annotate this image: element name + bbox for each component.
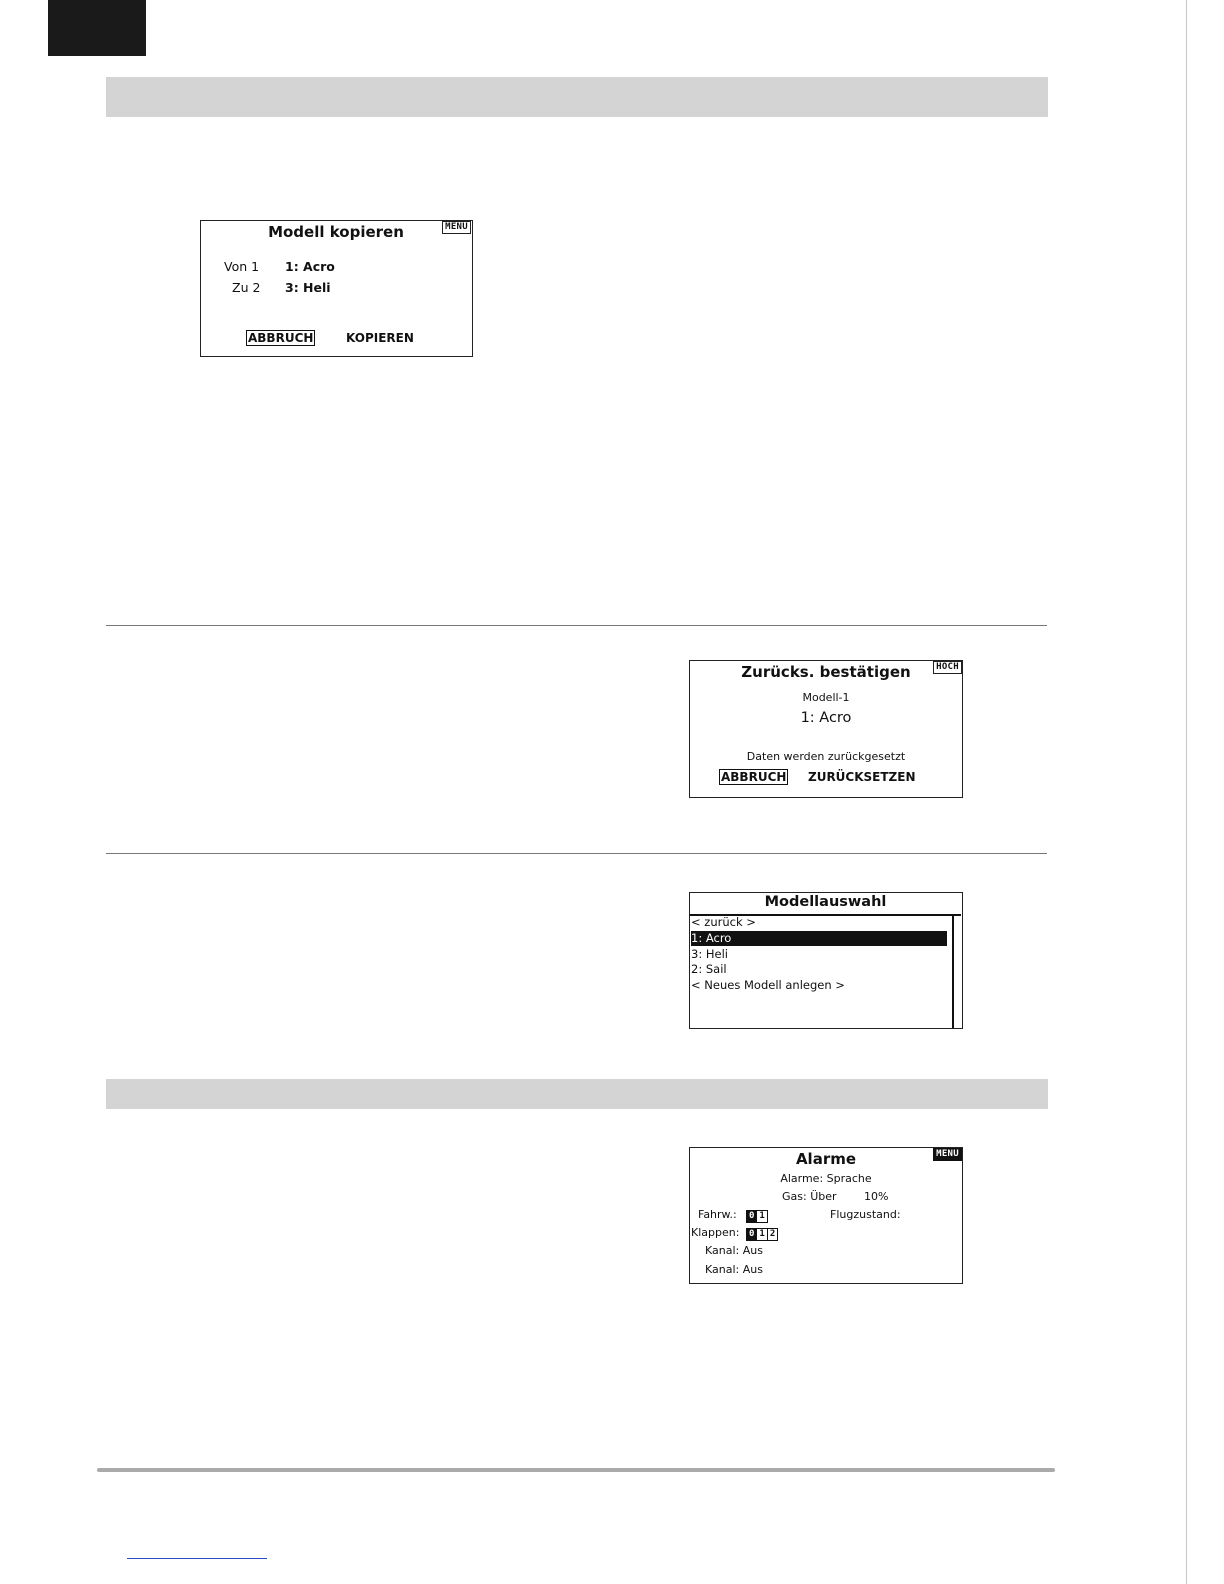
screen-title: Zurücks. bestätigen (741, 663, 911, 681)
alarms-screen (689, 1147, 963, 1284)
screen-title: Modell kopieren (268, 223, 404, 241)
model-name: 1: Acro (800, 710, 852, 726)
copy-button[interactable]: KOPIEREN (346, 331, 414, 345)
reset-confirm-screen (689, 660, 963, 798)
flaps-switch-positions[interactable] (746, 1228, 778, 1241)
gear-switch-positions[interactable] (746, 1210, 768, 1223)
list-item-selected[interactable]: 1: Acro (691, 931, 947, 946)
back-badge[interactable]: HOCH (933, 661, 962, 674)
menu-badge[interactable]: MENU (442, 221, 471, 234)
to-label: Zu 2 (232, 280, 261, 295)
page-edge-line (1186, 0, 1187, 1584)
switch-pos[interactable]: 2 (769, 1229, 776, 1239)
switch-pos[interactable]: 1 (759, 1211, 765, 1221)
footer-link-underline[interactable] (127, 1558, 267, 1559)
to-value[interactable]: 3: Heli (285, 280, 331, 295)
screen-title: Alarme (795, 1150, 857, 1168)
menu-badge[interactable]: MENU (933, 1148, 962, 1161)
flight-mode-label[interactable]: Flugzustand: (830, 1208, 901, 1221)
divider-1 (106, 625, 1047, 626)
section-tab-marker (48, 0, 146, 56)
switch-pos[interactable]: 0 (747, 1229, 757, 1240)
footer-rule (97, 1468, 1055, 1472)
section-header-band-alarms (106, 1079, 1048, 1109)
from-value[interactable]: 1: Acro (285, 259, 335, 274)
reset-message: Daten werden zurückgesetzt (746, 750, 906, 763)
divider-2 (106, 853, 1047, 854)
list-item[interactable]: < Neues Modell anlegen > (691, 978, 845, 992)
from-label: Von 1 (224, 259, 260, 274)
switch-pos[interactable]: 1 (757, 1229, 767, 1240)
channel-alarm-2[interactable]: Kanal: Aus (705, 1263, 763, 1276)
gas-value[interactable]: 10% (864, 1190, 889, 1203)
alarm-mode[interactable]: Alarme: Sprache (780, 1172, 872, 1185)
gas-label: Gas: Über (782, 1190, 837, 1203)
gear-label: Fahrw.: (698, 1208, 737, 1221)
switch-pos[interactable]: 0 (747, 1211, 757, 1222)
cancel-button[interactable]: ABBRUCH (248, 331, 314, 345)
flaps-label: Klappen: (691, 1226, 740, 1239)
cancel-button[interactable]: ABBRUCH (721, 770, 787, 784)
scrollbar[interactable] (952, 915, 954, 1028)
copy-model-screen (200, 220, 473, 357)
list-item[interactable]: < zurück > (691, 915, 756, 929)
model-select-screen (689, 892, 963, 1029)
list-item[interactable]: 2: Sail (691, 962, 727, 976)
list-item[interactable]: 3: Heli (691, 947, 728, 961)
channel-alarm-1[interactable]: Kanal: Aus (705, 1244, 763, 1257)
subtitle: Modell-1 (802, 691, 850, 704)
reset-button[interactable]: ZURÜCKSETZEN (808, 770, 916, 784)
screen-title: Modellauswahl (764, 894, 887, 910)
section-header-band-top (106, 77, 1048, 117)
